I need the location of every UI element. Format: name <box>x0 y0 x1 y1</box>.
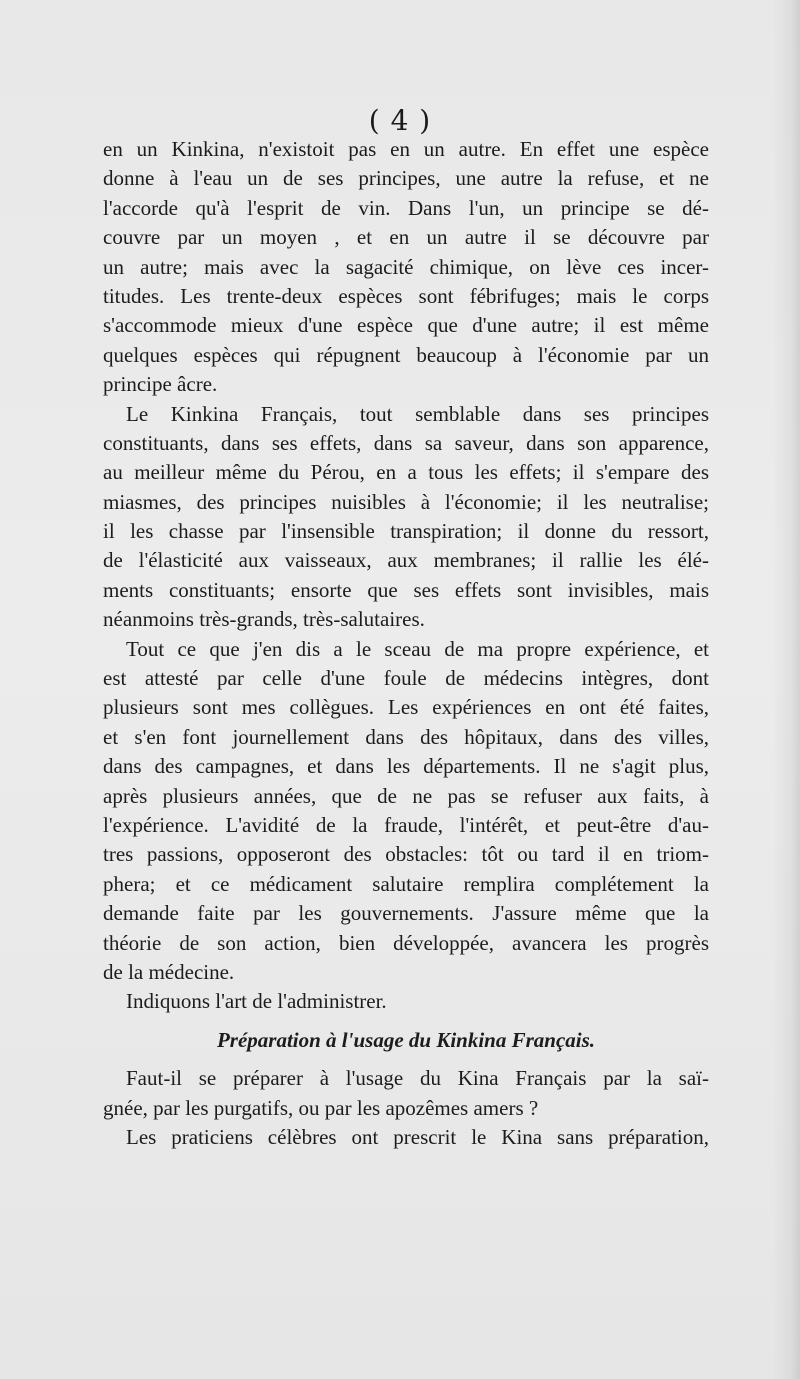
text-line: après plusieurs années, que de ne pas se refuser aux faits, à <box>103 783 709 808</box>
text-line: miasmes, des principes nuisibles à l'économie; il les neutralise; <box>103 489 709 514</box>
text-line: titudes. Les trente-deux espèces sont fébrifuges; mais le corps <box>103 283 709 308</box>
paragraph-5 <box>103 1064 709 1123</box>
text-line: dans des campagnes, et dans les départements. Il ne s'agit plus, <box>103 754 709 779</box>
text-line: Indiquons l'art de l'administrer. <box>126 989 387 1014</box>
text-line: Les praticiens célèbres ont prescrit le Kina sans préparation, <box>126 1124 709 1149</box>
text-line: tres passions, opposeront des obstacles: tôt ou tard il en triom- <box>103 842 709 867</box>
paragraph-3 <box>103 635 709 988</box>
text-line: néanmoins très-grands, très-salutaires. <box>103 607 425 632</box>
text-line: en un Kinkina, n'existoit pas en un autre. En effet une espèce <box>103 137 709 161</box>
text-line: phera; et ce médicament salutaire remplira complétement la <box>103 871 709 896</box>
paragraph-6 <box>103 1123 709 1152</box>
text-line: Tout ce que j'en dis a le sceau de ma propre expérience, et <box>126 636 709 661</box>
paragraph-2 <box>103 400 709 635</box>
text-line: couvre par un moyen , et en un autre il se découvre par <box>103 225 709 250</box>
text-line: ments constituants; ensorte que ses effets sont invisibles, mais <box>103 577 709 602</box>
text-line: Le Kinkina Français, tout semblable dans ses principes <box>126 401 709 426</box>
text-line: Faut-il se préparer à l'usage du Kina Français par la saï- <box>126 1066 709 1091</box>
text-line: théorie de son action, bien développée, avancera les progrès <box>103 930 709 955</box>
paragraph-4 <box>103 987 709 1016</box>
text-line: donne à l'eau un de ses principes, une autre la refuse, et ne <box>103 166 709 191</box>
text-line: demande faite par les gouvernements. J'assure même que la <box>103 901 709 926</box>
text-line: quelques espèces qui répugnent beaucoup à l'économie par un <box>103 342 709 367</box>
text-line: l'expérience. L'avidité de la fraude, l'intérêt, et peut-être d'au- <box>103 812 709 837</box>
section-heading: Préparation à l'usage du Kinkina Français. <box>216 1027 596 1052</box>
body-text <box>103 135 709 1152</box>
text-line: de l'élasticité aux vaisseaux, aux membranes; il rallie les élé- <box>103 548 709 573</box>
text-line: constituants, dans ses effets, dans sa saveur, dans son apparence, <box>103 430 709 455</box>
text-line: s'accommode mieux d'une espèce que d'une autre; il est même <box>103 313 709 338</box>
page-edge-shadow <box>772 0 800 1379</box>
text-line: un autre; mais avec la sagacité chimique, on lève ces incer- <box>103 254 709 279</box>
text-line: et s'en font journellement dans des hôpitaux, dans des villes, <box>103 724 709 749</box>
text-line: au meilleur même du Pérou, en a tous les effets; il s'empare des <box>103 460 709 485</box>
text-line: est attesté par celle d'une foule de médecins intègres, dont <box>103 666 709 691</box>
text-line: de la médecine. <box>103 959 235 984</box>
text-line: plusieurs sont mes collègues. Les expériences en ont été faites, <box>103 695 709 720</box>
page-number: ( 4 ) <box>368 104 432 137</box>
text-line: gnée, par les purgatifs, ou par les apozêmes amers ? <box>103 1095 539 1120</box>
text-line: l'accorde qu'à l'esprit de vin. Dans l'un, un principe se dé- <box>103 195 709 220</box>
text-line: il les chasse par l'insensible transpiration; il donne du ressort, <box>103 519 709 544</box>
text-line: principe âcre. <box>103 372 218 397</box>
paragraph-1 <box>103 135 709 400</box>
